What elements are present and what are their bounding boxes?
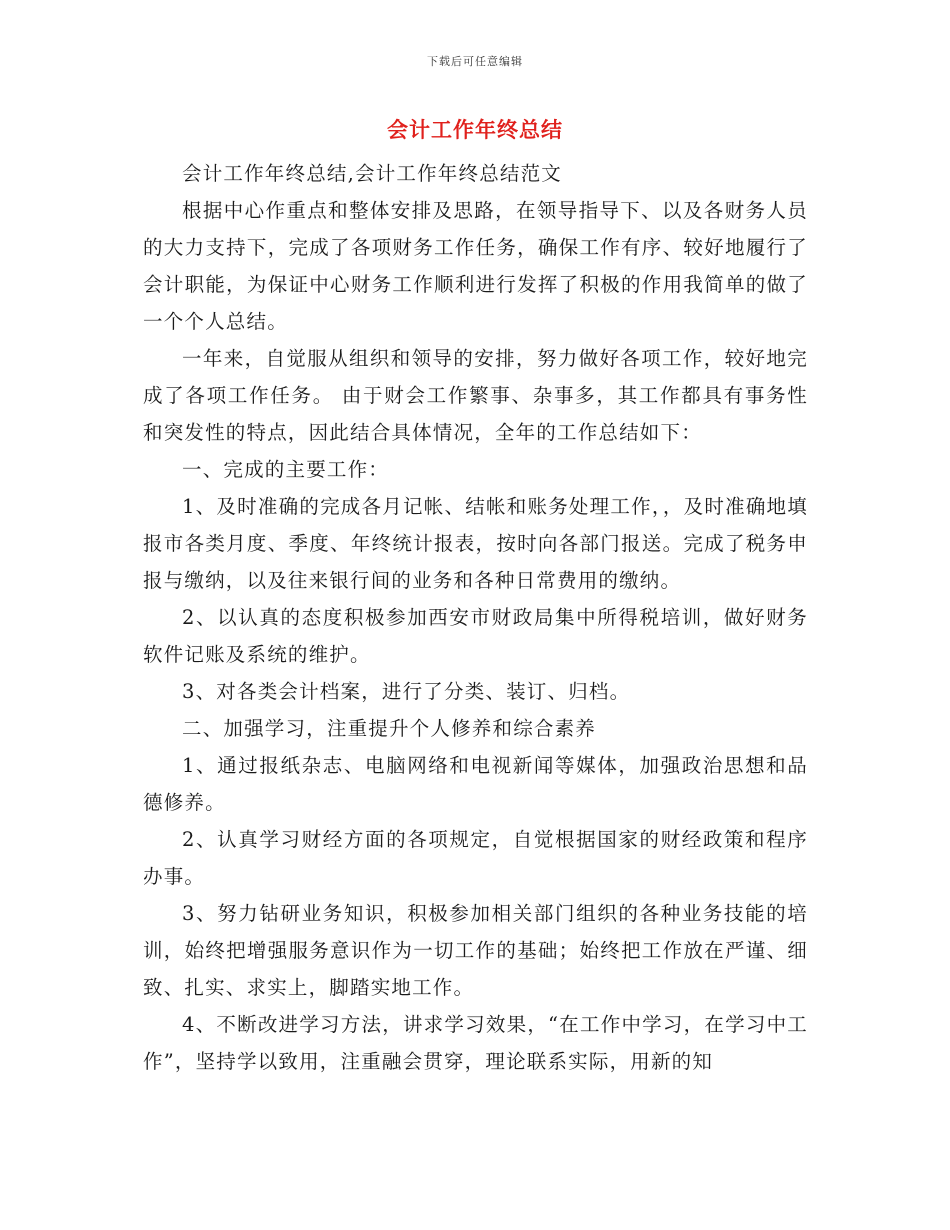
paragraph-intro: 根据中心作重点和整体安排及思路，在领导指导下、以及各财务人员的大力支持下，完成了各项财务工作任务，确保工作有序、较好地履行了会计职能，为保证中心财务工作顺利进行发挥了积极的作用我简单的做了一个个人总结。 bbox=[143, 199, 808, 333]
section-heading-main-work: 一、完成的主要工作： bbox=[182, 458, 390, 481]
paragraph-overview: 一年来，自觉服从组织和领导的安排，努力做好各项工作，较好地完成了各项工作任务。 由于财会工作繁事、杂事多，其工作都具有事务性和突发性的特点，因此结合具体情况，全年的工作总结如下： bbox=[143, 347, 808, 444]
document-title: 会计工作年终总结 bbox=[387, 118, 563, 142]
paragraph-subtitle: 会计工作年终总结,会计工作年终总结范文 bbox=[182, 162, 562, 185]
page-header-note: 下载后可任意编辑 bbox=[427, 55, 523, 68]
paragraph-item: 3、努力钻研业务知识，积极参加相关部门组织的各种业务技能的培训，始终把增强服务意识作为一切工作的基础；始终把工作放在严谨、细致、扎实、求实上，脚踏实地工作。 bbox=[143, 902, 808, 999]
paragraph-item: 1、及时准确的完成各月记帐、结帐和账务处理工作，，及时准确地填报市各类月度、季度、年终统计报表，按时向各部门报送。完成了税务申报与缴纳，以及往来银行间的业务和各种日常费用的缴纳。 bbox=[143, 495, 808, 592]
section-heading-study: 二、加强学习，注重提升个人修养和综合素养 bbox=[182, 717, 597, 740]
document-body bbox=[143, 155, 808, 1080]
paragraph-item: 2、以认真的态度积极参加西安市财政局集中所得税培训，做好财务软件记账及系统的维护。 bbox=[143, 606, 808, 666]
paragraph-item: 4、不断改进学习方法，讲求学习效果，“在工作中学习，在学习中工作”，坚持学以致用，注重融会贯穿，理论联系实际，用新的知 bbox=[143, 1013, 808, 1073]
paragraph-item: 3、对各类会计档案，进行了分类、装订、归档。 bbox=[182, 680, 631, 703]
paragraph-item: 1、通过报纸杂志、电脑网络和电视新闻等媒体，加强政治思想和品德修养。 bbox=[143, 754, 808, 814]
paragraph-item: 2、认真学习财经方面的各项规定，自觉根据国家的财经政策和程序办事。 bbox=[143, 828, 808, 888]
